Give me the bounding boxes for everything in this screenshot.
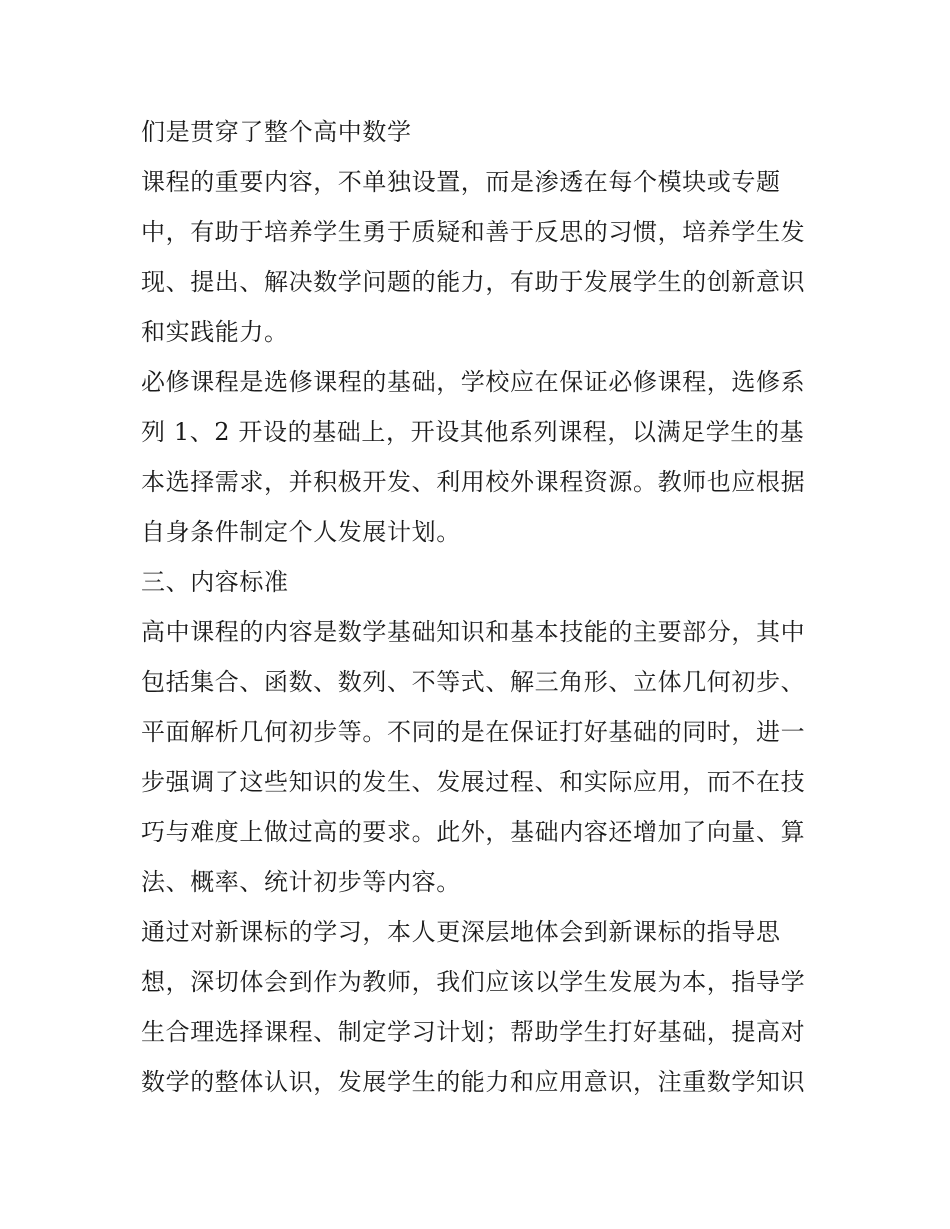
text-line-20: 数学的整体认识，发展学生的能力和应用意识，注重数学知识 [141,1068,806,1096]
text-line-13: 平面解析几何初步等。不同的是在保证打好基础的同时，进一 [141,718,806,746]
text-line-4: 现、提出、解决数学问题的能力，有助于发展学生的创新意识 [141,268,806,296]
text-line-14: 步强调了这些知识的发生、发展过程、和实际应用，而不在技 [141,768,806,796]
text-line-12: 包括集合、函数、数列、不等式、解三角形、立体几何初步、 [141,668,806,696]
text-line-1: 们是贯穿了整个高中数学 [141,118,412,146]
text-line-6: 必修课程是选修课程的基础，学校应在保证必修课程，选修系 [141,368,806,396]
text-line-17: 通过对新课标的学习，本人更深层地体会到新课标的指导思 [141,918,781,946]
text-line-5: 和实践能力。 [141,318,289,346]
text-line-7: 列 1、2 开设的基础上，开设其他系列课程，以满足学生的基 [141,418,805,446]
text-line-19: 生合理选择课程、制定学习计划；帮助学生打好基础，提高对 [141,1018,806,1046]
text-line-9: 自身条件制定个人发展计划。 [141,518,461,546]
document-body [141,107,821,1107]
section-heading: 三、内容标准 [141,568,289,596]
text-line-11: 高中课程的内容是数学基础知识和基本技能的主要部分，其中 [141,618,806,646]
text-line-15: 巧与难度上做过高的要求。此外，基础内容还增加了向量、算 [141,818,806,846]
text-line-2: 课程的重要内容，不单独设置，而是渗透在每个模块或专题 [141,168,781,196]
text-line-8: 本选择需求，并积极开发、利用校外课程资源。教师也应根据 [141,468,806,496]
text-line-16: 法、概率、统计初步等内容。 [141,868,461,896]
text-line-3: 中，有助于培养学生勇于质疑和善于反思的习惯，培养学生发 [141,218,806,246]
text-line-18: 想，深切体会到作为教师，我们应该以学生发展为本，指导学 [141,968,806,996]
